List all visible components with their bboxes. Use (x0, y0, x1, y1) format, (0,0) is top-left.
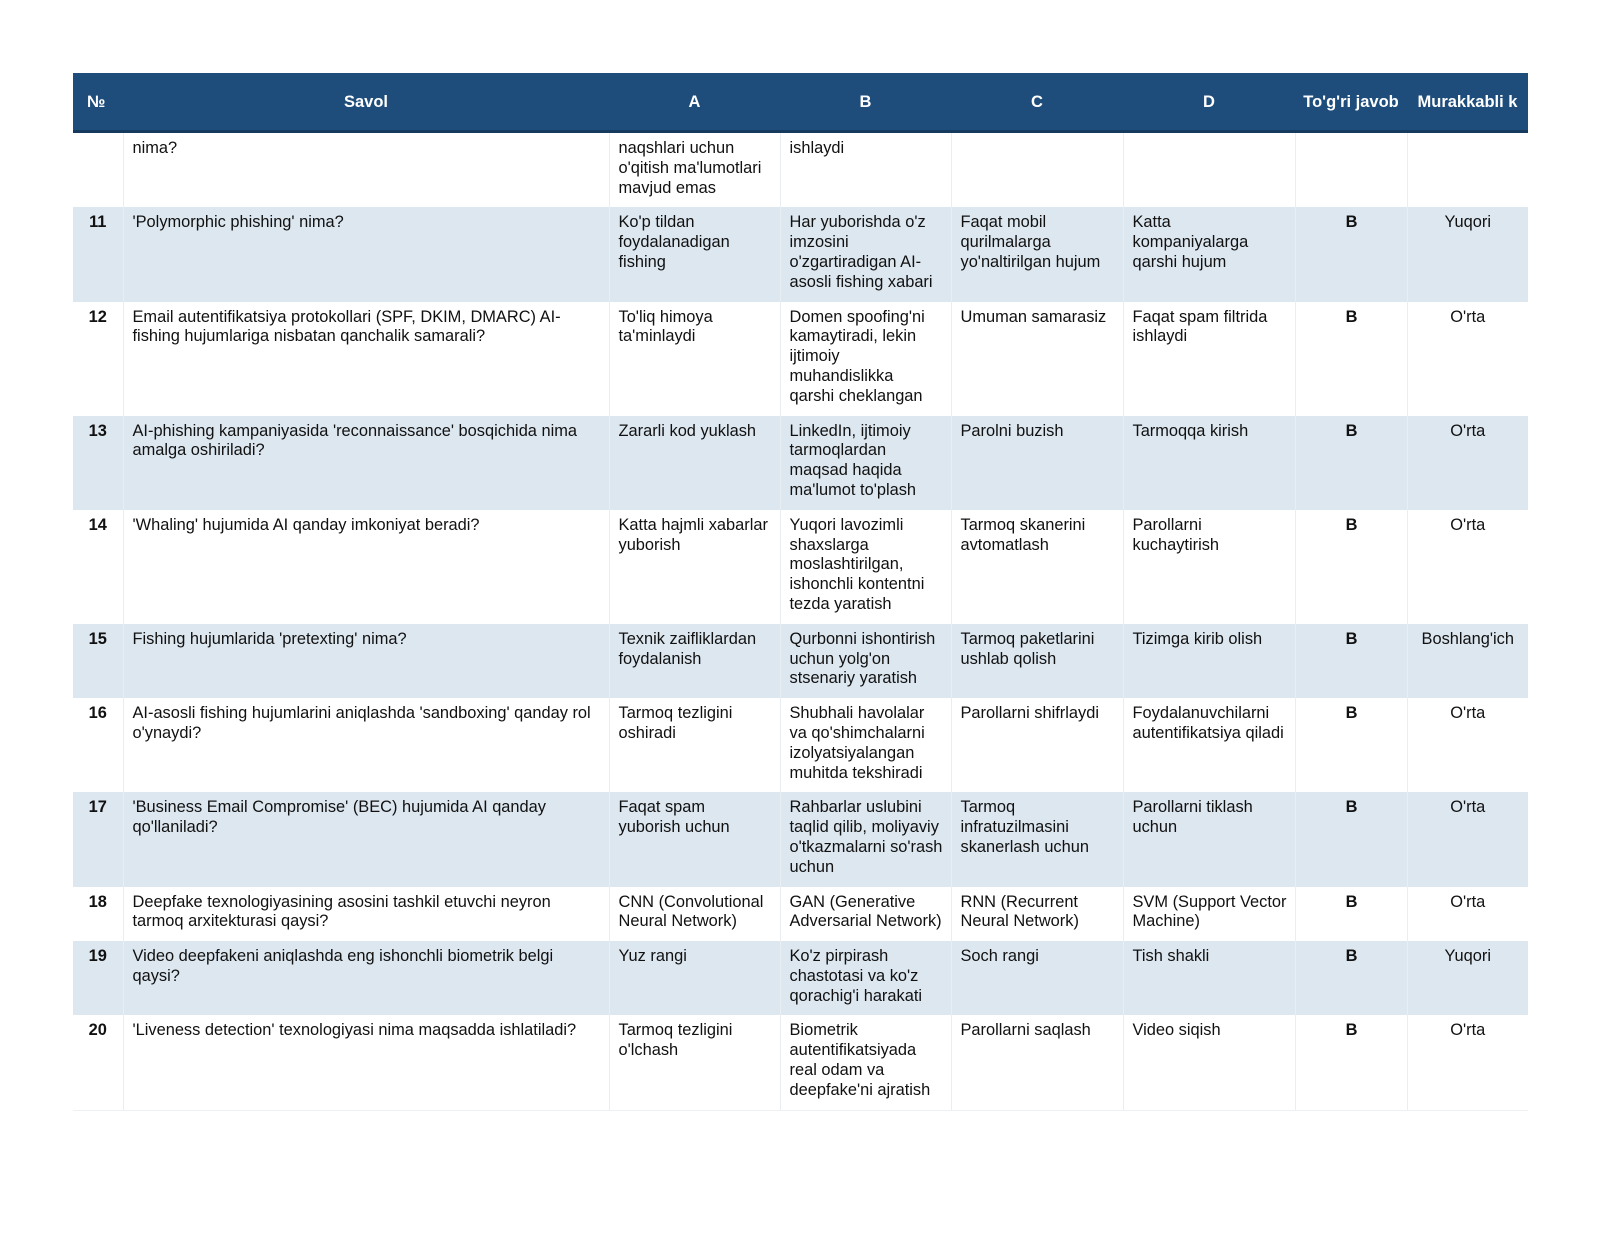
cell-option-b: LinkedIn, ijtimoiy tarmoqlardan maqsad haqida ma'lumot to'plash (780, 416, 951, 510)
cell-difficulty (1407, 132, 1528, 208)
cell-question: AI-phishing kampaniyasida 'reconnaissance' bosqichida nima amalga oshiriladi? (123, 416, 609, 510)
cell-correct-answer: B (1295, 207, 1407, 301)
cell-difficulty: O'rta (1407, 416, 1528, 510)
cell-question: Video deepfakeni aniqlashda eng ishonchli biometrik belgi qaysi? (123, 941, 609, 1015)
table-row (73, 941, 1528, 1015)
cell-option-d: Tarmoqqa kirish (1123, 416, 1295, 510)
cell-option-d (1123, 132, 1295, 208)
table-row (73, 207, 1528, 301)
cell-option-c: Parollarni shifrlaydi (951, 698, 1123, 792)
cell-number: 13 (73, 416, 123, 510)
cell-option-c: Tarmoq infratuzilmasini skanerlash uchun (951, 792, 1123, 886)
cell-option-c: Parollarni saqlash (951, 1015, 1123, 1110)
cell-option-b: Qurbonni ishontirish uchun yolg'on stsenariy yaratish (780, 624, 951, 698)
cell-number (73, 132, 123, 208)
cell-correct-answer: B (1295, 887, 1407, 942)
cell-option-a: Tarmoq tezligini oshiradi (609, 698, 780, 792)
cell-number: 20 (73, 1015, 123, 1110)
cell-option-a: To'liq himoya ta'minlaydi (609, 302, 780, 416)
cell-question: Email autentifikatsiya protokollari (SPF, DKIM, DMARC) AI-fishing hujumlariga nisbatan qanchalik samarali? (123, 302, 609, 416)
cell-question: 'Whaling' hujumida AI qanday imkoniyat beradi? (123, 510, 609, 624)
table-row (73, 1015, 1528, 1110)
header-difficulty: Murakkabli k (1407, 73, 1528, 132)
cell-option-a: Ko'p tildan foydalanadigan fishing (609, 207, 780, 301)
cell-option-d: Faqat spam filtrida ishlaydi (1123, 302, 1295, 416)
cell-option-d: Katta kompaniyalarga qarshi hujum (1123, 207, 1295, 301)
header-num: № (73, 73, 123, 132)
cell-number: 16 (88, 704, 107, 723)
cell-option-a: Katta hajmli xabarlar yuborish (609, 510, 780, 624)
cell-difficulty: O'rta (1407, 698, 1528, 792)
cell-difficulty: Yuqori (1407, 941, 1528, 1015)
cell-number: 14 (88, 515, 107, 534)
table-row (73, 302, 1528, 416)
table-row (73, 510, 1528, 624)
header-option-b: B (780, 73, 951, 132)
cell-option-c (951, 132, 1123, 208)
cell-question: AI-asosli fishing hujumlarini aniqlashda 'sandboxing' qanday rol o'ynaydi? (123, 698, 609, 792)
cell-difficulty: Boshlang'ich (1407, 624, 1528, 698)
cell-option-a: CNN (Convolutional Neural Network) (609, 887, 780, 942)
cell-question: Fishing hujumlarida 'pretexting' nima? (123, 624, 609, 698)
cell-option-a: Faqat spam yuborish uchun (609, 792, 780, 886)
cell-correct-answer: B (1295, 302, 1407, 416)
cell-correct-answer: B (1295, 624, 1407, 698)
cell-option-c: Soch rangi (951, 941, 1123, 1015)
table-header (73, 73, 1528, 132)
cell-option-c: Parolni buzish (951, 416, 1123, 510)
cell-option-d: Tizimga kirib olish (1123, 624, 1295, 698)
cell-option-a: naqshlari uchun o'qitish ma'lumotlari mavjud emas (609, 132, 780, 208)
cell-correct-answer: B (1295, 941, 1407, 1015)
table-row (73, 792, 1528, 886)
cell-difficulty: Yuqori (1407, 207, 1528, 301)
table-row (73, 887, 1528, 942)
cell-correct-answer: B (1295, 416, 1407, 510)
cell-difficulty: O'rta (1407, 792, 1528, 886)
cell-option-b: Biometrik autentifikatsiyada real odam va deepfake'ni ajratish (780, 1015, 951, 1110)
cell-question: 'Polymorphic phishing' nima? (123, 207, 609, 301)
cell-difficulty: O'rta (1407, 302, 1528, 416)
table-row (73, 624, 1528, 698)
cell-difficulty: O'rta (1407, 1015, 1528, 1110)
cell-option-a: Tarmoq tezligini o'lchash (609, 1015, 780, 1110)
cell-option-b: Shubhali havolalar va qo'shimchalarni izolyatsiyalangan muhitda tekshiradi (780, 698, 951, 792)
header-option-c: C (951, 73, 1123, 132)
cell-option-d: SVM (Support Vector Machine) (1123, 887, 1295, 942)
cell-correct-answer: B (1295, 1015, 1407, 1110)
header-correct-answer: To'g'ri javob (1295, 73, 1407, 132)
cell-option-b: ishlaydi (780, 132, 951, 208)
cell-option-b: Ko'z pirpirash chastotasi va ko'z qorachig'i harakati (780, 941, 951, 1015)
cell-number: 17 (73, 792, 123, 886)
cell-correct-answer: B (1295, 698, 1407, 792)
cell-option-b: Domen spoofing'ni kamaytiradi, lekin ijtimoiy muhandislikka qarshi cheklangan (780, 302, 951, 416)
cell-option-a: Zararli kod yuklash (609, 416, 780, 510)
cell-option-c: Tarmoq skanerini avtomatlash (951, 510, 1123, 624)
table-row (73, 132, 1528, 208)
cell-difficulty: O'rta (1407, 887, 1528, 942)
cell-number: 18 (88, 892, 107, 911)
cell-correct-answer (1295, 132, 1407, 208)
quiz-table (73, 73, 1528, 1111)
cell-option-b: Har yuborishda o'z imzosini o'zgartiradigan AI-asosli fishing xabari (780, 207, 951, 301)
cell-option-c: Umuman samarasiz (951, 302, 1123, 416)
cell-question: 'Business Email Compromise' (BEC) hujumida AI qanday qo'llaniladi? (123, 792, 609, 886)
cell-option-d: Parollarni tiklash uchun (1123, 792, 1295, 886)
cell-option-b: Rahbarlar uslubini taqlid qilib, moliyaviy o'tkazmalarni so'rash uchun (780, 792, 951, 886)
cell-option-b: Yuqori lavozimli shaxslarga moslashtirilgan, ishonchli kontentni tezda yaratish (780, 510, 951, 624)
cell-correct-answer: B (1295, 510, 1407, 624)
table-row (73, 416, 1528, 510)
header-option-d: D (1123, 73, 1295, 132)
header-row (73, 73, 1528, 132)
cell-number: 12 (88, 307, 107, 326)
cell-number: 19 (73, 941, 123, 1015)
cell-option-c: Tarmoq paketlarini ushlab qolish (951, 624, 1123, 698)
cell-option-a: Yuz rangi (609, 941, 780, 1015)
cell-question: Deepfake texnologiyasining asosini tashkil etuvchi neyron tarmoq arxitekturasi qaysi? (123, 887, 609, 942)
cell-correct-answer: B (1295, 792, 1407, 886)
cell-option-c: RNN (Recurrent Neural Network) (951, 887, 1123, 942)
cell-option-a: Texnik zaifliklardan foydalanish (609, 624, 780, 698)
cell-option-d: Parollarni kuchaytirish (1123, 510, 1295, 624)
cell-question: nima? (123, 132, 609, 208)
cell-question: 'Liveness detection' texnologiyasi nima maqsadda ishlatiladi? (123, 1015, 609, 1110)
cell-number: 11 (73, 207, 123, 301)
header-question: Savol (123, 73, 609, 132)
cell-option-d: Video siqish (1123, 1015, 1295, 1110)
cell-option-b: GAN (Generative Adversarial Network) (780, 887, 951, 942)
cell-option-c: Faqat mobil qurilmalarga yo'naltirilgan hujum (951, 207, 1123, 301)
table-row (73, 698, 1528, 792)
cell-number: 15 (73, 624, 123, 698)
cell-difficulty: O'rta (1407, 510, 1528, 624)
cell-option-d: Tish shakli (1123, 941, 1295, 1015)
table-body (73, 132, 1528, 1111)
header-option-a: A (609, 73, 780, 132)
cell-option-d: Foydalanuvchilarni autentifikatsiya qiladi (1123, 698, 1295, 792)
